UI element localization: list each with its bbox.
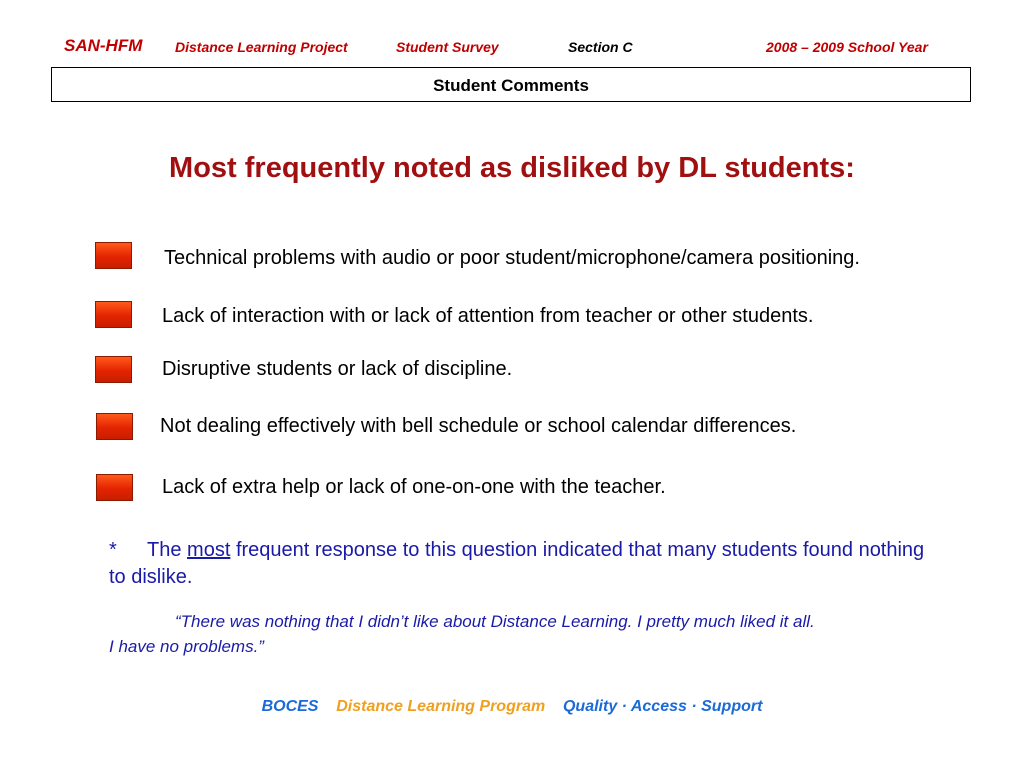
quote-line-2: I have no problems.” (109, 637, 264, 656)
slide-footer (0, 698, 1024, 716)
note-asterisk: * (109, 539, 117, 561)
bullet-icon (95, 242, 132, 269)
list-item: Technical problems with audio or poor student/microphone/camera positioning. (164, 247, 860, 269)
slide-header (0, 36, 1024, 60)
list-item: Lack of extra help or lack of one-on-one with the teacher. (162, 476, 666, 498)
student-comments-box: Student Comments (51, 67, 971, 102)
note-text: frequent response to this question indicated that many students found nothing to dislike. (109, 539, 925, 588)
student-quote (109, 609, 969, 659)
header-section: Section C (568, 39, 633, 55)
header-year: 2008 – 2009 School Year (766, 39, 928, 55)
footer-tagline: Quality · Access · Support (562, 698, 763, 715)
list-item: Lack of interaction with or lack of attention from teacher or other students. (162, 305, 814, 327)
footer-boces: BOCES (261, 698, 319, 715)
bullet-icon (96, 474, 133, 501)
header-brand: SAN-HFM (64, 36, 143, 55)
slide-title: Most frequently noted as disliked by DL students: (169, 152, 855, 184)
note-most: most (187, 539, 231, 561)
note-the: The (147, 539, 182, 561)
bullet-icon (95, 301, 132, 328)
bullet-icon (96, 413, 133, 440)
header-survey: Student Survey (396, 39, 499, 55)
note-paragraph (109, 537, 929, 591)
header-project: Distance Learning Project (175, 39, 348, 55)
list-item: Disruptive students or lack of discipline. (162, 358, 513, 380)
list-item: Not dealing effectively with bell schedule or school calendar differences. (160, 415, 797, 437)
quote-line-1: “There was nothing that I didn’t like about Distance Learning. I pretty much liked it all. (175, 612, 815, 631)
bullet-icon (95, 356, 132, 383)
footer-program: Distance Learning Program (336, 698, 546, 715)
